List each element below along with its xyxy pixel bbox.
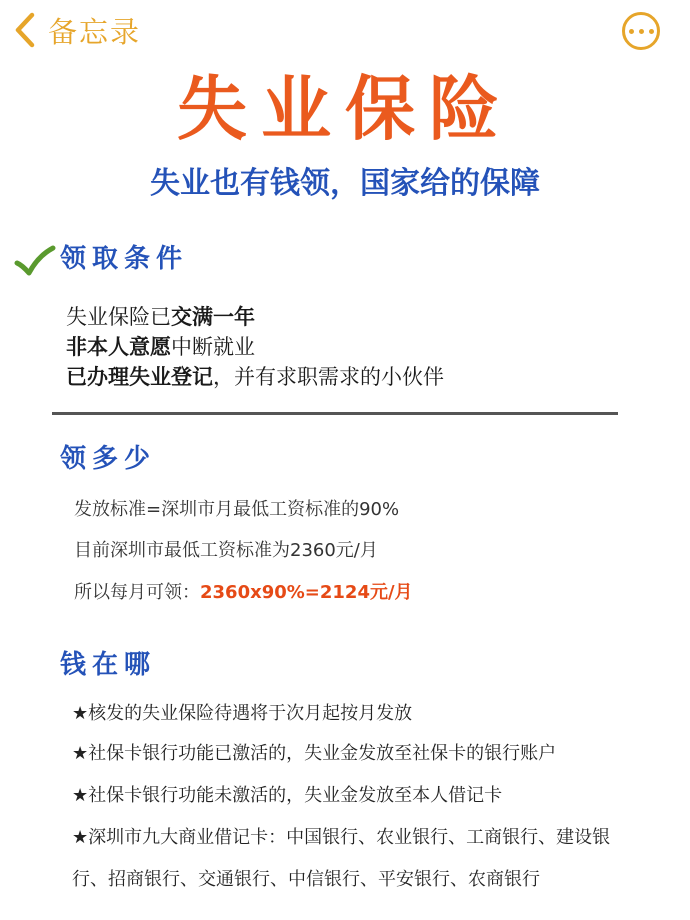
more-button[interactable] [622,12,660,50]
condition-emphasis: 已办理失业登记 [66,365,213,389]
divider [52,412,618,415]
condition-line-3 [66,362,444,392]
list-item: ★核发的失业保险待遇将于次月起按月发放 [72,703,413,724]
back-label: 备忘录 [48,14,142,49]
checkmark-icon [14,244,56,282]
list-item: ★社保卡银行功能已激活的，失业金发放至社保卡的银行账户 [72,743,557,764]
condition-emphasis: 非本人意愿 [66,335,171,359]
chevron-left-icon [14,12,36,48]
nav-bar [0,0,690,64]
list-item: ★深圳市九大商业借记卡：中国银行、农业银行、工商银行、建设银 [72,827,611,848]
condition-line-2 [66,332,255,362]
section-heading-amount: 领多少 [60,444,157,474]
more-icon [629,29,634,34]
amount-label: 所以每月可领： [74,582,200,603]
amount-line-1: 发放标准=深圳市月最低工资标准的90% [74,499,400,520]
amount-value: 2360x90%=2124元/月 [200,582,413,603]
amount-line-2: 目前深圳市最低工资标准为2360元/月 [74,540,378,561]
condition-text: ，并有求职需求的小伙伴 [213,365,444,389]
list-item: 行、招商银行、交通银行、中信银行、平安银行、农商银行 [72,869,540,890]
condition-text: 中断就业 [171,335,255,359]
back-button[interactable] [14,8,141,52]
condition-line-1 [66,302,255,332]
list-item: ★社保卡银行功能未激活的，失业金发放至本人借记卡 [72,785,503,806]
condition-emphasis: 交满一年 [171,305,255,329]
section-heading-where: 钱在哪 [60,650,157,680]
section-heading-conditions: 领取条件 [60,244,189,274]
amount-line-3 [74,579,413,607]
condition-text: 失业保险已 [66,305,171,329]
page-title: 失业保险 [177,68,513,150]
more-icon-dot [649,29,654,34]
page-subtitle: 失业也有钱领，国家给的保障 [150,166,540,201]
more-icon-dot [639,29,644,34]
